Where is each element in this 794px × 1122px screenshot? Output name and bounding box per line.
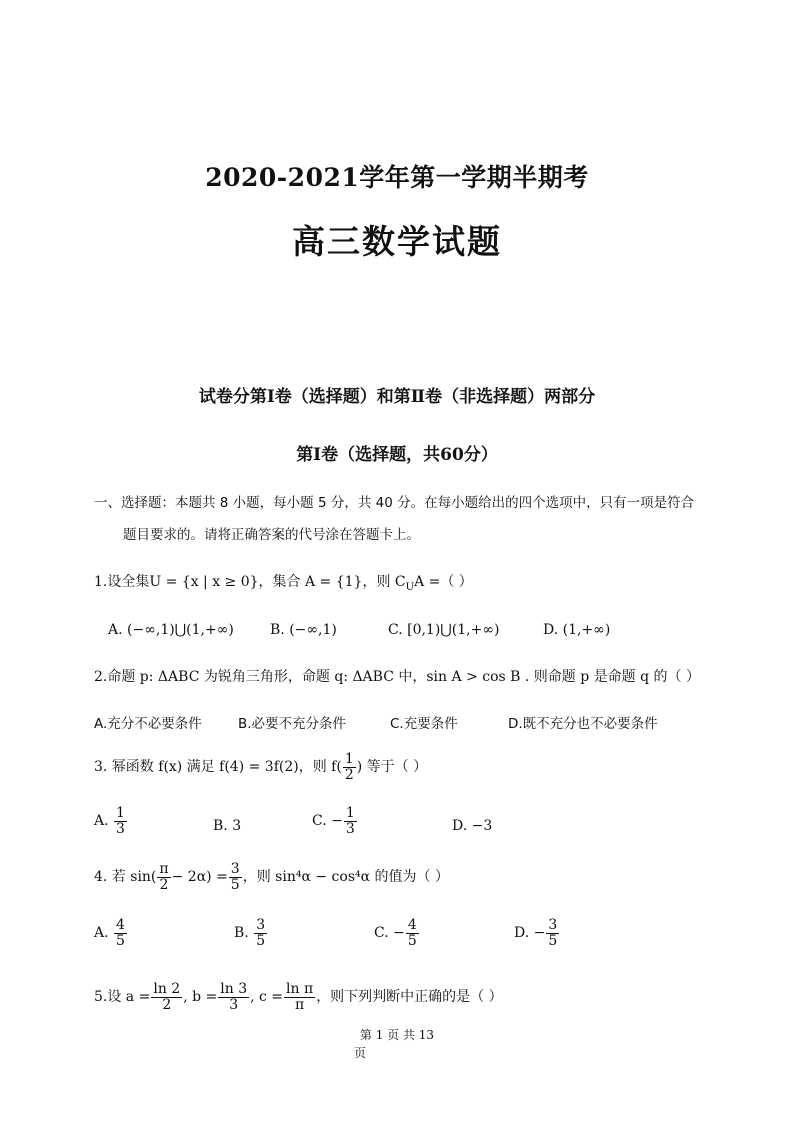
q4-val-den: 5 [230, 876, 240, 893]
question-1-stem [94, 571, 473, 593]
q4-opt-a-label: A. [94, 925, 109, 942]
q1-stem-tail: A =（ ） [414, 574, 473, 590]
q2-option-d: D.既不充分也不必要条件 [508, 716, 658, 732]
q4-opt-c-num: 4 [407, 917, 417, 933]
q4-stem-c: ，则 sin⁴α − cos⁴α 的值为（ ） [242, 869, 449, 886]
q1-option-a: A. (−∞,1)⋃(1,+∞) [108, 622, 234, 638]
q4-option-c [374, 918, 420, 948]
q4-opt-b-num: 3 [256, 917, 266, 933]
q4-val-num: 3 [230, 861, 240, 877]
q5-b-den: 3 [229, 996, 239, 1013]
q3-opt-c-label: C. − [312, 813, 343, 830]
q2-option-a: A.充分不必要条件 [94, 716, 202, 732]
q4-opt-c-label: C. − [374, 925, 405, 942]
q3-opt-a-den: 3 [116, 820, 125, 837]
q4-opt-b-den: 5 [256, 932, 266, 949]
q4-option-a [94, 918, 128, 948]
question-4-stem [94, 862, 449, 892]
part-title: 第Ⅰ卷（选择题，共60分） [296, 445, 498, 465]
q5-stem-a: 5.设 a = [94, 989, 151, 1006]
q4-opt-a-den: 5 [116, 932, 125, 949]
q4-opt-d-label: D. − [514, 925, 546, 942]
q5-c-num: ln π [286, 981, 314, 997]
q1-option-c: C. [0,1)⋃(1,+∞) [388, 622, 500, 638]
question-5-stem [94, 982, 503, 1012]
q3-opt-c-den: 3 [345, 820, 355, 837]
q5-stem-d: ，则下列判断中正确的是（ ） [316, 989, 503, 1006]
exam-subtitle: 高三数学试题 [292, 222, 502, 261]
q3-opt-c-num: 1 [345, 805, 355, 821]
q1-stem-text: 1.设全集U = {x | x ≥ 0}，集合 A = {1}，则 C [94, 574, 406, 590]
q4-opt-a-num: 4 [116, 917, 125, 933]
q5-a-num: ln 2 [153, 981, 181, 997]
q4-opt-d-den: 5 [548, 932, 558, 949]
q3-frac-den: 2 [344, 766, 354, 783]
q5-a-den: 2 [162, 996, 172, 1013]
q4-option-d [514, 918, 560, 948]
q3-fraction [343, 752, 356, 782]
question-2-stem: 2.命题 p: ΔABC 为锐角三角形，命题 q: ΔABC 中，sin A > cos B . 则命题 p 是命题 q 的（ ） [94, 669, 700, 685]
q3-option-c [312, 806, 358, 836]
q5-b-num: ln 3 [220, 981, 248, 997]
q4-option-b [234, 918, 268, 948]
q1-option-d: D. (1,+∞) [543, 622, 611, 638]
q4-opt-d-num: 3 [548, 917, 558, 933]
q3-option-d: D. −3 [452, 818, 493, 834]
page-footer [0, 1026, 794, 1062]
q5-c-den: π [295, 996, 305, 1013]
q5-stem-b: , b = [183, 989, 218, 1006]
q1-option-b: B. (−∞,1) [270, 622, 337, 638]
q3-option-b: B. 3 [213, 818, 242, 834]
q2-option-b: B.必要不充分条件 [238, 716, 347, 732]
q4-stem-a: 4. 若 sin( [94, 869, 157, 886]
exam-title: 2020-2021学年第一学期半期考 [205, 163, 589, 192]
section-instructions-line2: 题目要求的。请将正确答案的代号涂在答题卡上。 [123, 527, 420, 543]
q4-stem-b: − 2α) = [171, 869, 228, 886]
section-instructions-line1: 一、选择题：本题共 8 小题，每小题 5 分，共 40 分。在每小题给出的四个选项中，只有一项是符合 [94, 495, 695, 511]
q2-option-c: C.充要条件 [390, 716, 458, 732]
q4-opt-c-den: 5 [407, 932, 417, 949]
q4-opt-b-label: B. [234, 925, 249, 942]
q4-pi-num: π [159, 861, 169, 877]
q3-opt-a-label: A. [94, 813, 109, 830]
q3-option-a [94, 806, 128, 836]
q3-opt-a-num: 1 [116, 805, 125, 821]
q4-pi-den: 2 [159, 876, 169, 893]
footer-line2: 页 [354, 1046, 367, 1060]
q5-stem-c: , c = [250, 989, 284, 1006]
q3-stem-a: 3. 幂函数 f(x) 满足 f(4) = 3f(2)，则 f( [94, 759, 342, 776]
q1-stem-sub: U [405, 581, 415, 593]
footer-line1: 第 1 页 共 13 [359, 1028, 435, 1042]
q3-stem-b: ) 等于（ ） [356, 759, 428, 776]
q3-frac-num: 1 [344, 751, 354, 767]
exam-intro: 试卷分第Ⅰ卷（选择题）和第Ⅱ卷（非选择题）两部分 [198, 387, 596, 407]
question-3-stem [94, 752, 427, 782]
